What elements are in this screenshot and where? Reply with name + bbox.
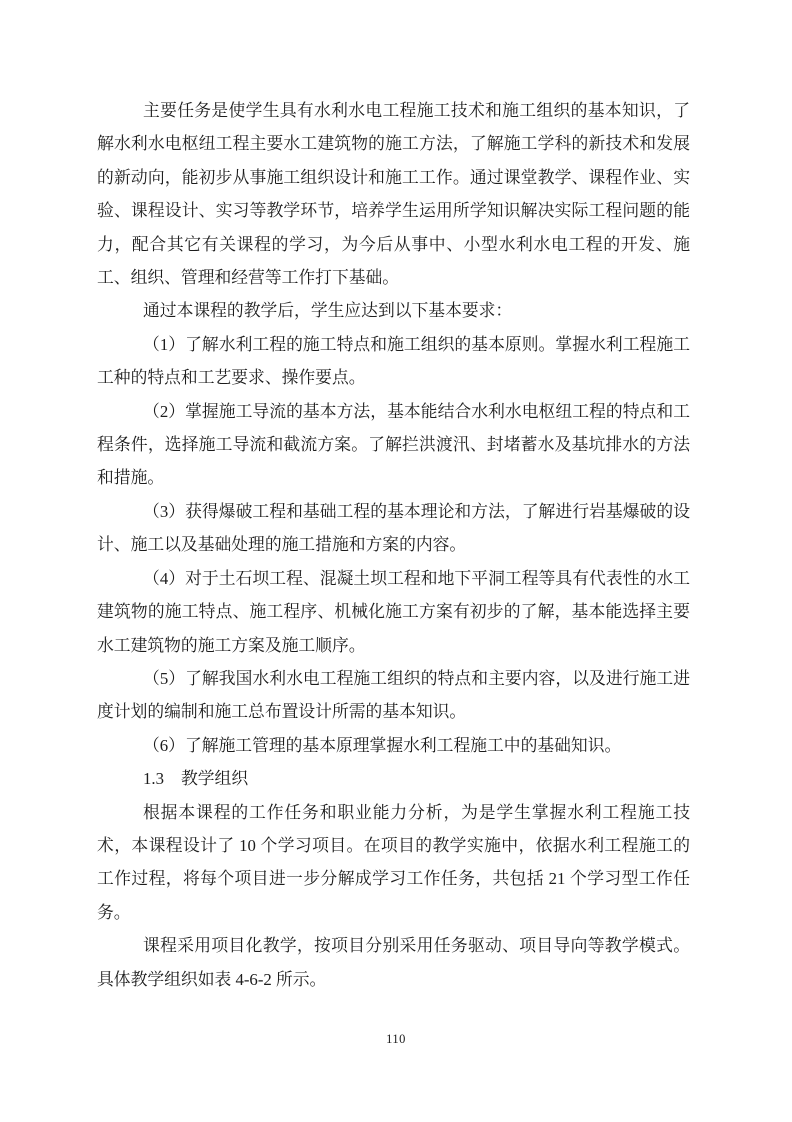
paragraph: 主要任务是使学生具有水利水电工程施工技术和施工组织的基本知识，了解水利水电枢纽工程主要水工建筑物的施工方法，了解施工学科的新技术和发展的新动向，能初步从事施工组织设计和施工工作。通过课堂教学、课程作业、实验、课程设计、实习等教学环节，培养学生运用所学知识解决实际工程问题的能力，配合其它有关课程的学习，为今后从事中、小型水利水电工程的开发、施工、组织、管理和经营等工作打下基础。 [97, 101, 690, 288]
document-body [97, 94, 690, 996]
paragraph: （1）了解水利工程的施工特点和施工组织的基本原则。掌握水利工程施工工种的特点和工艺要求、操作要点。 [97, 334, 690, 388]
paragraph: （6）了解施工管理的基本原理掌握水利工程施工中的基础知识。 [143, 735, 622, 755]
paragraph: 课程采用项目化教学，按项目分别采用任务驱动、项目导向等教学模式。具体教学组织如表 4-6-2 所示。 [97, 936, 690, 989]
paragraph: 通过本课程的教学后，学生应达到以下基本要求： [143, 301, 513, 321]
paragraph: 根据本课程的工作任务和职业能力分析，为是学生掌握水利工程施工技术，本课程设计了 10 个学习项目。在项目的教学实施中，依据水利工程施工的工作过程，将每个项目进一步分解成学习工作任务，共包括 21 个学习型工作任务。 [97, 802, 690, 922]
paragraph: （5）了解我国水利水电工程施工组织的特点和主要内容，以及进行施工进度计划的编制和施工总布置设计所需的基本知识。 [97, 668, 690, 722]
paragraph: （2）掌握施工导流的基本方法，基本能结合水利水电枢纽工程的特点和工程条件，选择施工导流和截流方案。了解拦洪渡汛、封堵蓄水及基坑排水的方法和措施。 [97, 401, 690, 488]
paragraph: （3）获得爆破工程和基础工程的基本理论和方法，了解进行岩基爆破的设计、施工以及基础处理的施工措施和方案的内容。 [97, 501, 690, 555]
section-heading-number: 1.3 [143, 769, 164, 789]
section-heading-title: 教学组织 [180, 769, 249, 789]
paragraph: （4）对于土石坝工程、混凝土坝工程和地下平洞工程等具有代表性的水工建筑物的施工特点、施工程序、机械化施工方案有初步的了解，基本能选择主要水工建筑物的施工方案及施工顺序。 [97, 568, 690, 655]
page-number: 110 [386, 1032, 406, 1046]
section-heading [97, 762, 690, 795]
